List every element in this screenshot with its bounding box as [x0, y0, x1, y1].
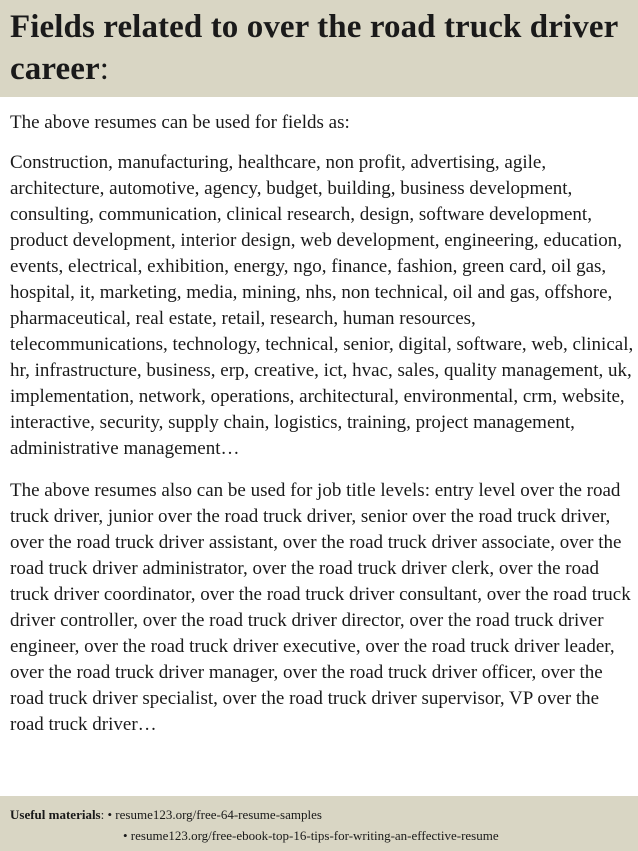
- page-title-colon: :: [99, 51, 110, 87]
- footer-label: Useful materials: [10, 807, 101, 822]
- page-title-text: Fields related to over the road truck driver career: [10, 9, 618, 87]
- footer-link-resume-samples[interactable]: • resume123.org/free-64-resume-samples: [107, 807, 322, 822]
- main-content: [10, 110, 634, 738]
- footer-label-colon: :: [100, 807, 105, 822]
- intro-text: The above resumes can be used for fields as:: [10, 112, 350, 133]
- footer-useful-materials: [0, 796, 638, 851]
- footer-row-second: [10, 825, 638, 846]
- job-levels-text: The above resumes also can be used for job title levels: entry level over the road truck driver, junior over the road truck driver, senior over the road truck driver, over the road truck driver assistant, over the road truck driver associate, over the road truck driver administrator, over the road truck driver clerk, over the road truck driver coordinator, over the road truck driver consultant, over the road truck driver controller, over the road truck driver director, over the road truck driver engineer, over the road truck driver executive, over the road truck driver leader, over the road truck driver manager, over the road truck driver officer, over the road truck driver specialist, over the road truck driver supervisor, VP over the road truck driver…: [10, 480, 631, 735]
- fields-list-text: Construction, manufacturing, healthcare, non profit, advertising, agile, architecture, automotive, agency, budget, building, business development, consulting, communication, clinical research, design, software development, product development, interior design, web development, engineering, education, events, electrical, exhibition, energy, ngo, finance, fashion, green card, oil gas, hospital, it, marketing, media, mining, nhs, non technical, oil and gas, offshore, pharmaceutical, real estate, retail, research, human resources, telecommunications, technology, technical, senior, digital, software, web, clinical, hr, infrastructure, business, erp, creative, ict, hvac, sales, quality management, uk, implementation, network, operations, architectural, environmental, crm, website, interactive, security, supply chain, logistics, training, project management, administrative management…: [10, 152, 634, 459]
- page-title: [10, 6, 630, 90]
- footer-link-ebook-tips[interactable]: • resume123.org/free-ebook-top-16-tips-for-writing-an-effective-resume: [123, 828, 499, 843]
- header-banner: [0, 0, 638, 97]
- footer-row-first: [10, 804, 638, 825]
